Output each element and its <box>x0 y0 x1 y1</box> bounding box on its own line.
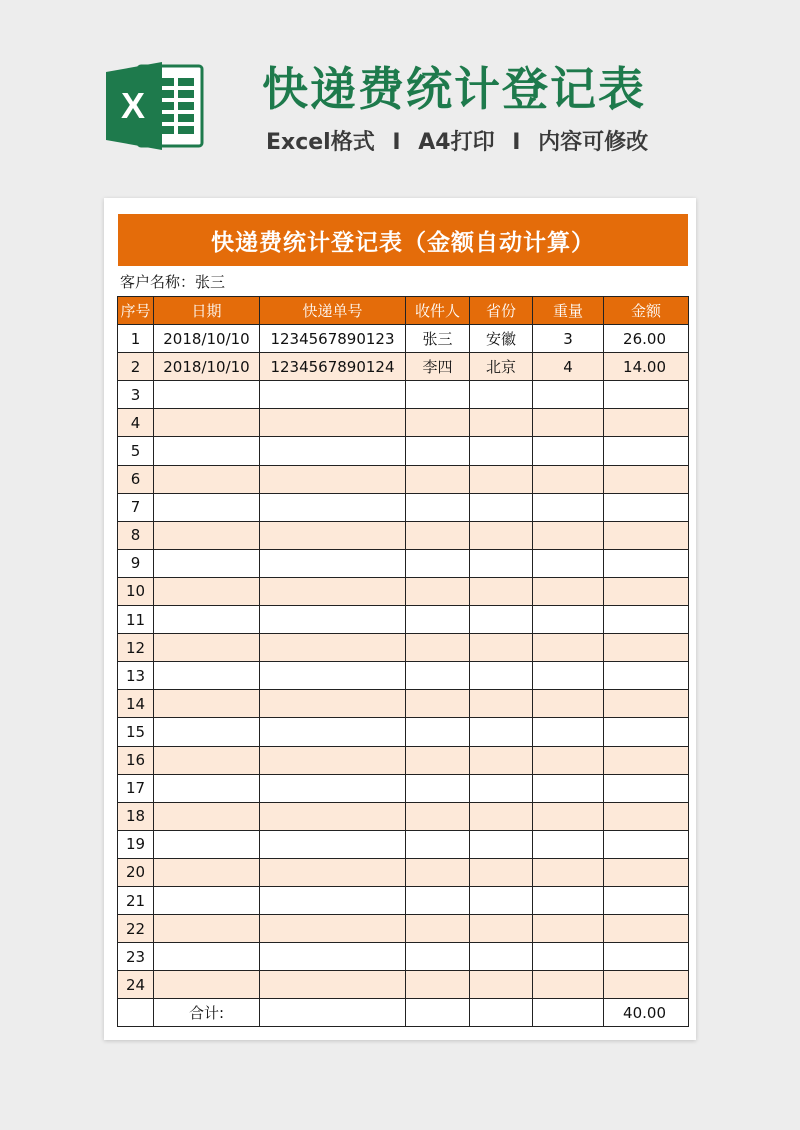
cell-tracking-no[interactable] <box>260 437 406 465</box>
cell-amount[interactable] <box>604 521 689 549</box>
cell-seq[interactable]: 24 <box>118 971 154 999</box>
cell-date[interactable] <box>154 690 260 718</box>
cell-recipient[interactable] <box>406 915 470 943</box>
cell-weight[interactable]: 3 <box>533 325 604 353</box>
table-row <box>118 774 689 802</box>
cell-weight[interactable] <box>533 465 604 493</box>
total-seq-cell[interactable] <box>118 999 154 1027</box>
cell-seq[interactable]: 5 <box>118 437 154 465</box>
cell-province[interactable] <box>470 437 533 465</box>
cell-seq[interactable]: 7 <box>118 493 154 521</box>
cell-seq[interactable]: 10 <box>118 577 154 605</box>
cell-weight[interactable] <box>533 381 604 409</box>
cell-province[interactable] <box>470 465 533 493</box>
table-row <box>118 915 689 943</box>
cell-date[interactable] <box>154 662 260 690</box>
cell-date[interactable] <box>154 915 260 943</box>
cell-amount[interactable] <box>604 690 689 718</box>
sheet-title: 快递费统计登记表（金额自动计算） <box>118 214 688 266</box>
cell-tracking-no[interactable] <box>260 465 406 493</box>
total-row <box>118 999 689 1027</box>
cell-seq[interactable]: 23 <box>118 943 154 971</box>
cell-seq[interactable]: 1 <box>118 325 154 353</box>
cell-amount[interactable] <box>604 465 689 493</box>
cell-province[interactable] <box>470 971 533 999</box>
cell-date[interactable] <box>154 409 260 437</box>
cell-amount[interactable] <box>604 381 689 409</box>
excel-logo-icon <box>104 60 204 152</box>
cell-tracking-no[interactable] <box>260 606 406 634</box>
cell-weight[interactable] <box>533 943 604 971</box>
cell-tracking-no[interactable] <box>260 802 406 830</box>
cell-date[interactable] <box>154 718 260 746</box>
cell-seq[interactable]: 20 <box>118 858 154 886</box>
cell-date[interactable] <box>154 606 260 634</box>
header-province: 省份 <box>470 297 533 325</box>
customer-name[interactable]: 张三 <box>195 272 226 291</box>
cell-date[interactable] <box>154 830 260 858</box>
cell-recipient[interactable] <box>406 690 470 718</box>
cell-amount[interactable] <box>604 971 689 999</box>
table-row <box>118 718 689 746</box>
logo-letter: X <box>120 85 146 126</box>
cell-province[interactable] <box>470 493 533 521</box>
cell-amount[interactable] <box>604 606 689 634</box>
cell-weight[interactable] <box>533 915 604 943</box>
subtitle-format: Excel格式 <box>266 130 375 155</box>
cell-province[interactable] <box>470 858 533 886</box>
table-row <box>118 577 689 605</box>
cell-province[interactable] <box>470 802 533 830</box>
cell-province[interactable] <box>470 381 533 409</box>
customer-row <box>118 266 688 296</box>
cell-province[interactable] <box>470 549 533 577</box>
cell-tracking-no[interactable] <box>260 493 406 521</box>
table-row <box>118 830 689 858</box>
cell-seq[interactable]: 15 <box>118 718 154 746</box>
table-row <box>118 971 689 999</box>
subtitle-print: A4打印 <box>418 130 495 155</box>
express-fee-table <box>117 296 689 1027</box>
cell-seq[interactable]: 18 <box>118 802 154 830</box>
table-header-row <box>118 297 689 325</box>
cell-recipient[interactable] <box>406 830 470 858</box>
table-row <box>118 886 689 914</box>
cell-weight[interactable] <box>533 521 604 549</box>
cell-province[interactable]: 安徽 <box>470 325 533 353</box>
cell-province[interactable] <box>470 746 533 774</box>
cell-date[interactable] <box>154 886 260 914</box>
cell-recipient[interactable] <box>406 718 470 746</box>
cell-tracking-no[interactable] <box>260 858 406 886</box>
cell-province[interactable] <box>470 634 533 662</box>
cell-seq[interactable]: 21 <box>118 886 154 914</box>
cell-recipient[interactable] <box>406 858 470 886</box>
table-row <box>118 409 689 437</box>
cell-tracking-no[interactable]: 1234567890123 <box>260 325 406 353</box>
cell-seq[interactable]: 22 <box>118 915 154 943</box>
cell-tracking-no[interactable] <box>260 662 406 690</box>
cell-province[interactable] <box>470 690 533 718</box>
cell-weight[interactable] <box>533 493 604 521</box>
cell-date[interactable] <box>154 521 260 549</box>
cell-weight[interactable] <box>533 437 604 465</box>
table-row <box>118 493 689 521</box>
cell-weight[interactable] <box>533 690 604 718</box>
table-row <box>118 521 689 549</box>
cell-province[interactable] <box>470 577 533 605</box>
total-empty-cell[interactable] <box>533 999 604 1027</box>
cell-weight[interactable] <box>533 774 604 802</box>
cell-weight[interactable] <box>533 718 604 746</box>
total-label: 合计: <box>154 999 260 1027</box>
cell-seq[interactable]: 12 <box>118 634 154 662</box>
cell-weight[interactable] <box>533 746 604 774</box>
subtitle-separator: I <box>512 130 521 155</box>
cell-province[interactable] <box>470 830 533 858</box>
cell-recipient[interactable] <box>406 549 470 577</box>
cell-tracking-no[interactable] <box>260 549 406 577</box>
cell-seq[interactable]: 2 <box>118 353 154 381</box>
cell-tracking-no[interactable] <box>260 886 406 914</box>
cell-weight[interactable] <box>533 634 604 662</box>
page-title: 快递费统计登记表 <box>262 62 646 116</box>
cell-date[interactable] <box>154 437 260 465</box>
cell-date[interactable] <box>154 971 260 999</box>
cell-weight[interactable] <box>533 971 604 999</box>
cell-tracking-no[interactable]: 1234567890124 <box>260 353 406 381</box>
cell-tracking-no[interactable] <box>260 718 406 746</box>
table-row <box>118 690 689 718</box>
cell-recipient[interactable]: 李四 <box>406 353 470 381</box>
cell-province[interactable] <box>470 774 533 802</box>
cell-province[interactable] <box>470 718 533 746</box>
cell-amount[interactable] <box>604 830 689 858</box>
cell-weight[interactable] <box>533 606 604 634</box>
cell-amount[interactable] <box>604 774 689 802</box>
table-row <box>118 746 689 774</box>
cell-province[interactable] <box>470 606 533 634</box>
cell-recipient[interactable] <box>406 943 470 971</box>
total-empty-cell[interactable] <box>470 999 533 1027</box>
cell-recipient[interactable] <box>406 465 470 493</box>
cell-weight[interactable] <box>533 858 604 886</box>
cell-date[interactable] <box>154 858 260 886</box>
cell-tracking-no[interactable] <box>260 746 406 774</box>
cell-seq[interactable]: 3 <box>118 381 154 409</box>
cell-date[interactable] <box>154 774 260 802</box>
cell-recipient[interactable] <box>406 437 470 465</box>
subtitle <box>266 126 648 160</box>
cell-tracking-no[interactable] <box>260 577 406 605</box>
cell-date[interactable] <box>154 493 260 521</box>
cell-weight[interactable]: 4 <box>533 353 604 381</box>
spreadsheet-paper <box>104 198 696 1040</box>
cell-seq[interactable]: 19 <box>118 830 154 858</box>
cell-amount[interactable] <box>604 634 689 662</box>
cell-tracking-no[interactable] <box>260 943 406 971</box>
cell-amount[interactable] <box>604 718 689 746</box>
cell-tracking-no[interactable] <box>260 830 406 858</box>
cell-recipient[interactable] <box>406 971 470 999</box>
cell-weight[interactable] <box>533 802 604 830</box>
cell-amount[interactable] <box>604 746 689 774</box>
table-row <box>118 465 689 493</box>
cell-date[interactable] <box>154 549 260 577</box>
cell-tracking-no[interactable] <box>260 521 406 549</box>
cell-recipient[interactable] <box>406 662 470 690</box>
cell-date[interactable] <box>154 577 260 605</box>
cell-seq[interactable]: 14 <box>118 690 154 718</box>
cell-amount[interactable] <box>604 577 689 605</box>
cell-date[interactable] <box>154 634 260 662</box>
cell-amount[interactable] <box>604 549 689 577</box>
cell-amount[interactable] <box>604 915 689 943</box>
table-row <box>118 606 689 634</box>
table-row <box>118 325 689 353</box>
total-empty-cell[interactable] <box>260 999 406 1027</box>
header-weight: 重量 <box>533 297 604 325</box>
cell-recipient[interactable] <box>406 886 470 914</box>
customer-label: 客户名称： <box>120 272 196 291</box>
table-row <box>118 381 689 409</box>
cell-recipient[interactable] <box>406 521 470 549</box>
cell-province[interactable] <box>470 943 533 971</box>
cell-seq[interactable]: 9 <box>118 549 154 577</box>
cell-seq[interactable]: 6 <box>118 465 154 493</box>
table-row <box>118 802 689 830</box>
cell-weight[interactable] <box>533 662 604 690</box>
cell-province[interactable]: 北京 <box>470 353 533 381</box>
cell-tracking-no[interactable] <box>260 774 406 802</box>
cell-date[interactable] <box>154 381 260 409</box>
cell-recipient[interactable] <box>406 577 470 605</box>
cell-province[interactable] <box>470 409 533 437</box>
cell-weight[interactable] <box>533 830 604 858</box>
cell-tracking-no[interactable] <box>260 971 406 999</box>
cell-seq[interactable]: 4 <box>118 409 154 437</box>
cell-date[interactable]: 2018/10/10 <box>154 353 260 381</box>
cell-recipient[interactable]: 张三 <box>406 325 470 353</box>
cell-recipient[interactable] <box>406 381 470 409</box>
cell-tracking-no[interactable] <box>260 915 406 943</box>
cell-tracking-no[interactable] <box>260 634 406 662</box>
cell-province[interactable] <box>470 662 533 690</box>
cell-seq[interactable]: 13 <box>118 662 154 690</box>
cell-amount[interactable] <box>604 437 689 465</box>
header-amount: 金额 <box>604 297 689 325</box>
cell-amount[interactable] <box>604 409 689 437</box>
cell-province[interactable] <box>470 521 533 549</box>
cell-recipient[interactable] <box>406 409 470 437</box>
cell-date[interactable] <box>154 465 260 493</box>
cell-seq[interactable]: 17 <box>118 774 154 802</box>
cell-date[interactable] <box>154 943 260 971</box>
header-recipient: 收件人 <box>406 297 470 325</box>
cell-seq[interactable]: 11 <box>118 606 154 634</box>
cell-date[interactable] <box>154 802 260 830</box>
cell-amount[interactable]: 26.00 <box>604 325 689 353</box>
cell-seq[interactable]: 16 <box>118 746 154 774</box>
cell-date[interactable] <box>154 746 260 774</box>
cell-tracking-no[interactable] <box>260 409 406 437</box>
cell-weight[interactable] <box>533 409 604 437</box>
cell-amount[interactable] <box>604 886 689 914</box>
cell-province[interactable] <box>470 915 533 943</box>
cell-amount[interactable] <box>604 802 689 830</box>
cell-amount[interactable] <box>604 858 689 886</box>
table-row <box>118 943 689 971</box>
table-row <box>118 437 689 465</box>
cell-amount[interactable] <box>604 493 689 521</box>
cell-recipient[interactable] <box>406 802 470 830</box>
cell-recipient[interactable] <box>406 606 470 634</box>
header-tracking-no: 快递单号 <box>260 297 406 325</box>
table-row <box>118 549 689 577</box>
cell-seq[interactable]: 8 <box>118 521 154 549</box>
cell-date[interactable]: 2018/10/10 <box>154 325 260 353</box>
cell-weight[interactable] <box>533 577 604 605</box>
table-row <box>118 353 689 381</box>
total-empty-cell[interactable] <box>406 999 470 1027</box>
cell-recipient[interactable] <box>406 746 470 774</box>
header-seq: 序号 <box>118 297 154 325</box>
cell-weight[interactable] <box>533 886 604 914</box>
cell-province[interactable] <box>470 886 533 914</box>
cell-tracking-no[interactable] <box>260 690 406 718</box>
subtitle-separator: I <box>392 130 401 155</box>
cell-amount[interactable] <box>604 943 689 971</box>
table-row <box>118 662 689 690</box>
cell-recipient[interactable] <box>406 634 470 662</box>
cell-recipient[interactable] <box>406 493 470 521</box>
cell-amount[interactable] <box>604 662 689 690</box>
subtitle-editable: 内容可修改 <box>538 130 649 155</box>
cell-recipient[interactable] <box>406 774 470 802</box>
cell-amount[interactable]: 14.00 <box>604 353 689 381</box>
table-row <box>118 634 689 662</box>
cell-tracking-no[interactable] <box>260 381 406 409</box>
cell-weight[interactable] <box>533 549 604 577</box>
table-row <box>118 858 689 886</box>
header-date: 日期 <box>154 297 260 325</box>
total-amount[interactable]: 40.00 <box>604 999 689 1027</box>
